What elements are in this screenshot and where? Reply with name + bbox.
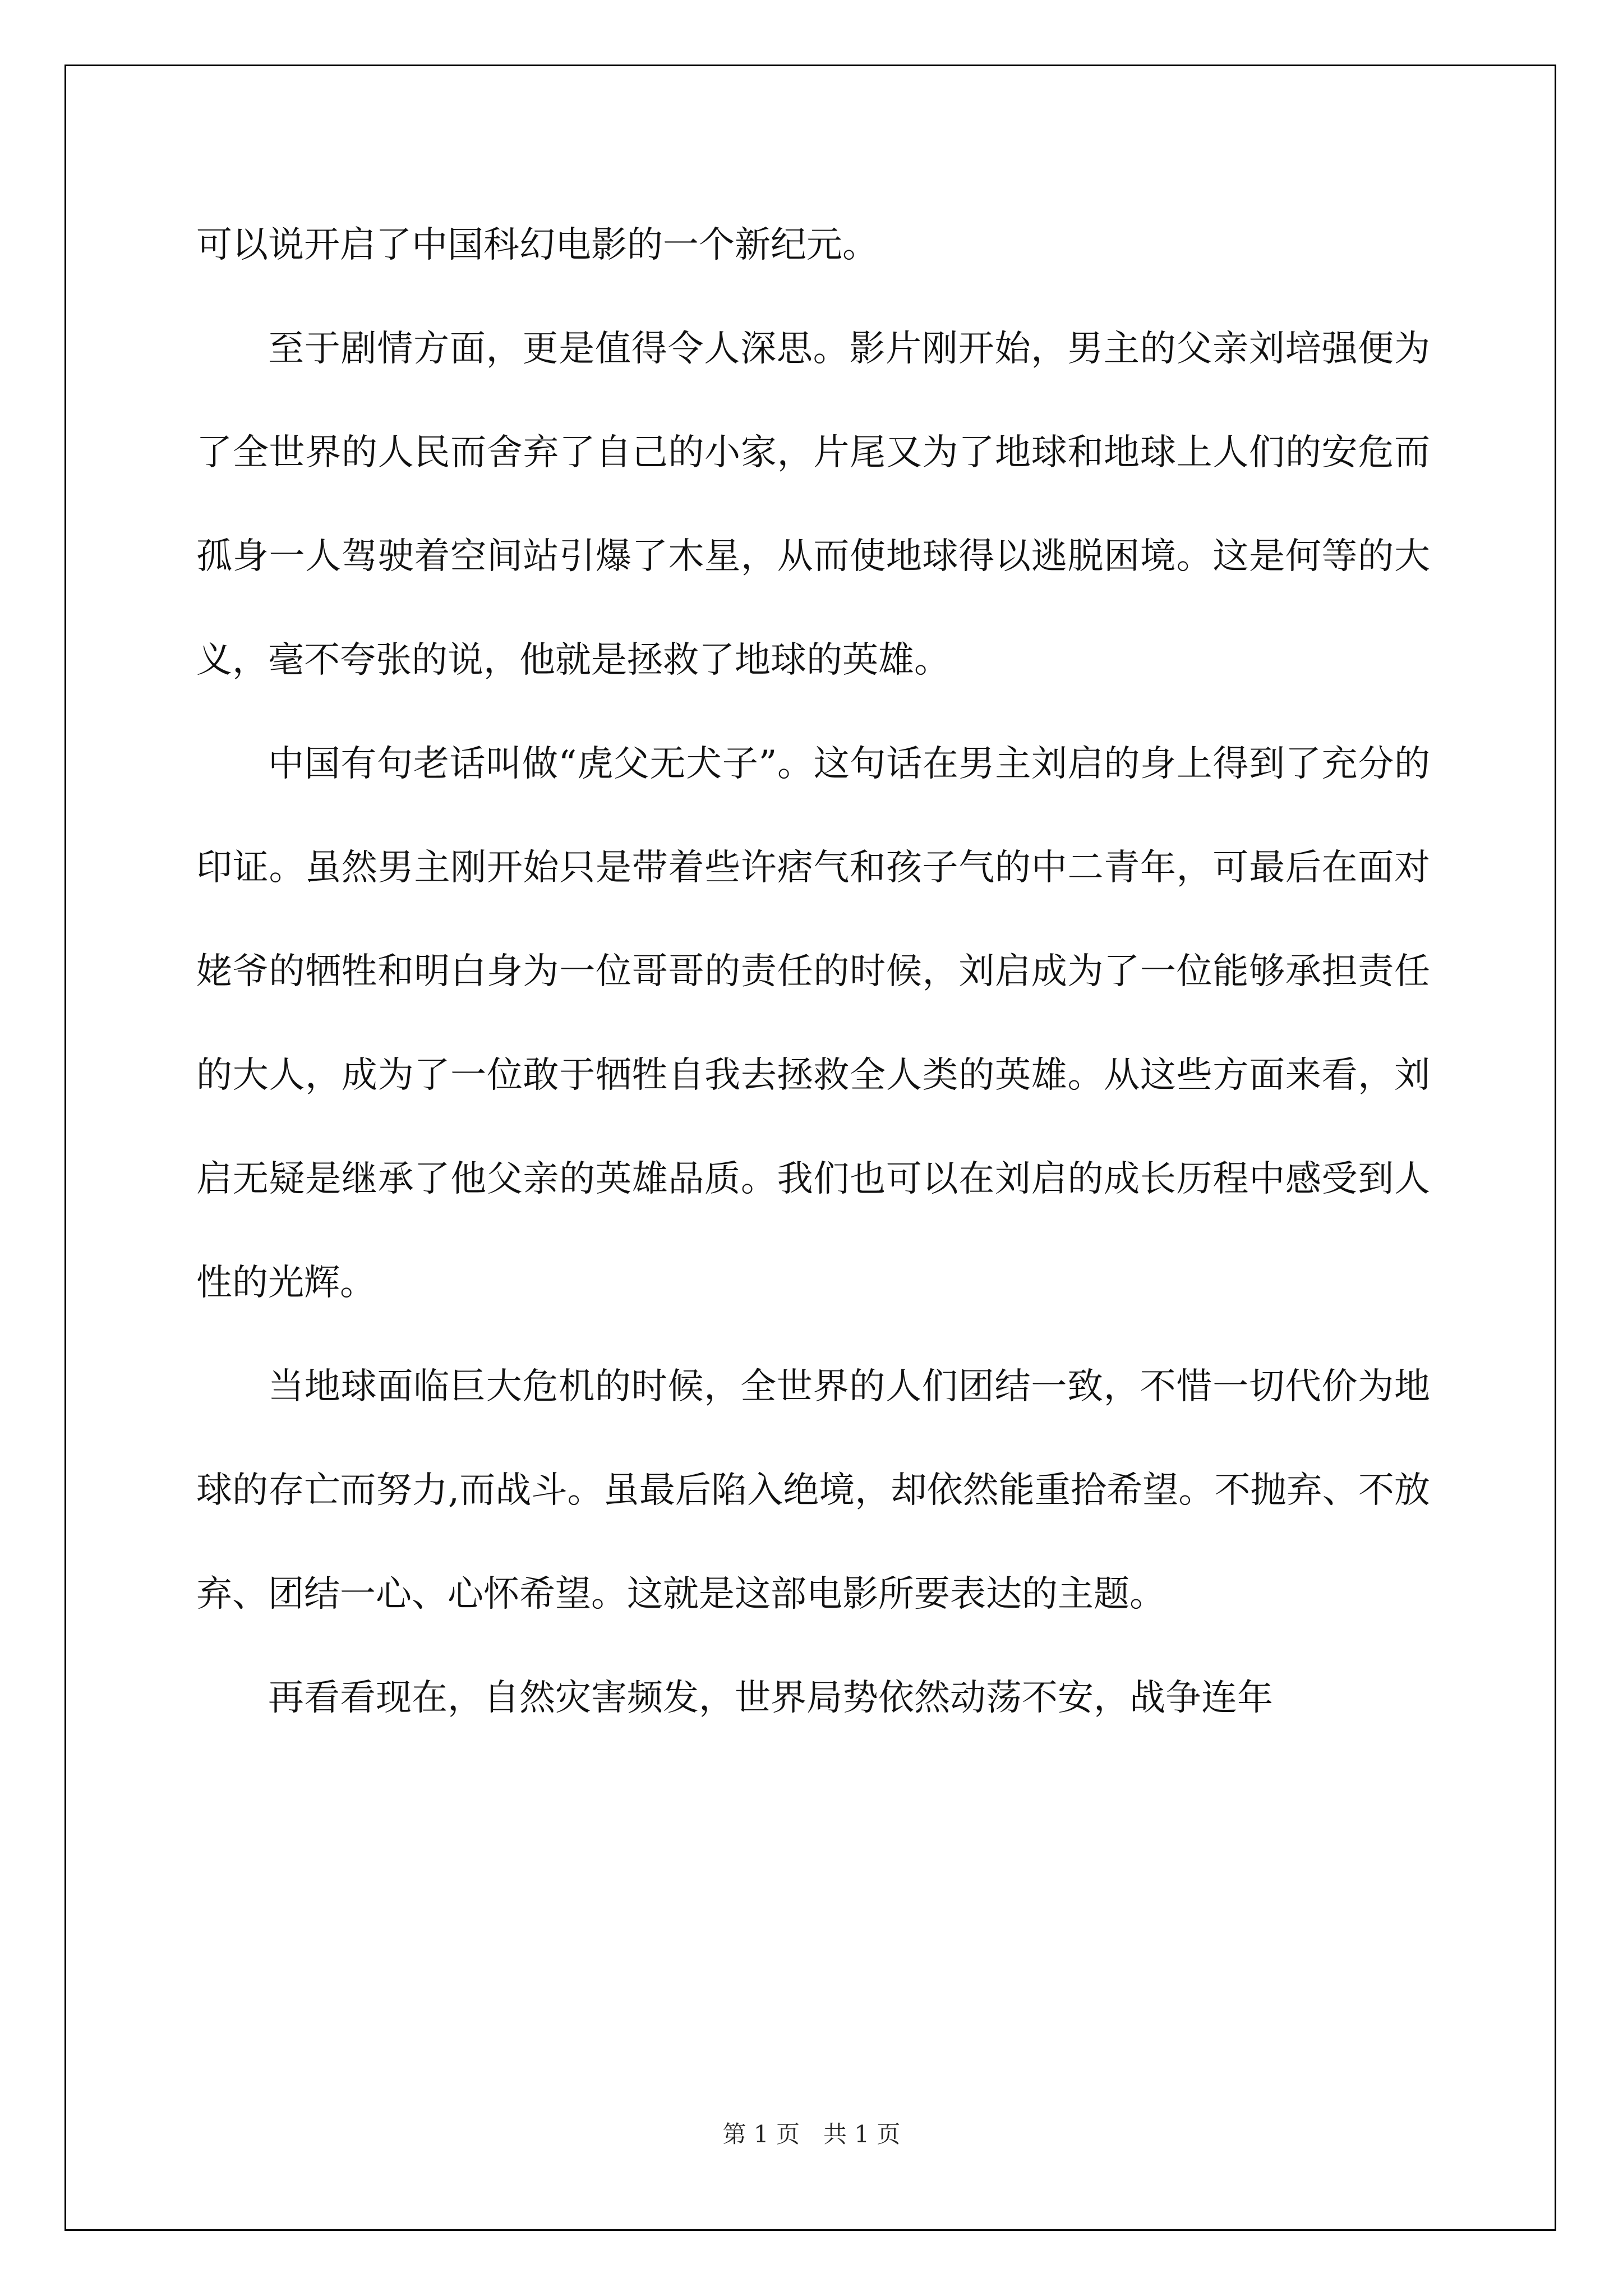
paragraph: 再看看现在，自然灾害频发，世界局势依然动荡不安，战争连年: [268, 1677, 1273, 1719]
paragraph: 中国有句老话叫做“虎父无犬子”。这句话在男主刘启的身上得到了充分的印证。虽然男主刚开始只是带着些许痞气和孩子气的中二青年，可最后在面对姥爷的牺牲和明白身为一位哥哥的责任的时候，刘启成为了一位能够承担责任的大人，成为了一位敢于牺牲自我去拯救全人类的英雄。从这些方面来看，刘启无疑是继承了他父亲的英雄品质。我们也可以在刘启的成长历程中感受到人性的光辉。: [196, 743, 1430, 1304]
page-footer: [0, 2116, 1623, 2150]
paragraph: 至于剧情方面，更是值得令人深思。影片刚开始，男主的父亲刘培强便为了全世界的人民而舍弃了自己的小家，片尾又为了地球和地球上人们的安危而孤身一人驾驶着空间站引爆了木星，从而使地球得以逃脱困境。这是何等的大义，毫不夸张的说，他就是拯救了地球的英雄。: [196, 328, 1430, 681]
document-body: [196, 194, 1430, 1750]
paragraph: 当地球面临巨大危机的时候，全世界的人们团结一致，不惜一切代价为地球的存亡而努力,而战斗。虽最后陷入绝境，却依然能重拾希望。不抛弃、不放弃、团结一心、心怀希望。这就是这部电影所要表达的主题。: [196, 1366, 1430, 1615]
paragraph: 可以说开启了中国科幻电影的一个新纪元。: [196, 224, 878, 266]
page-number-label: 第 1 页 共 1 页: [722, 2120, 901, 2148]
